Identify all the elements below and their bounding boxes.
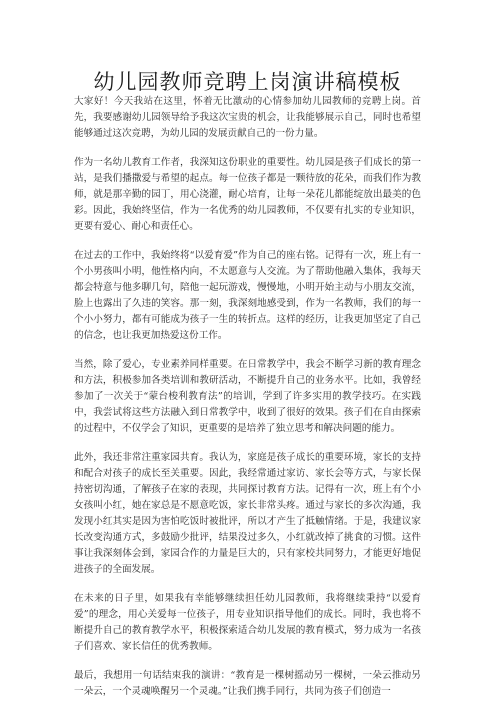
paragraph-home-school: 此外，我还非常注重家园共育。我认为，家庭是孩子成长的重要环境，家长的支持和配合对孩子的成长至关重要。因此，我经常通过家访、家长会等方式，与家长保持密切沟通，了解孩子在家的表现，共同探讨教育方法。记得有一次，班上有个小女孩叫小红，她在家总是不愿意吃饭，家长非常头疼。通过与家长的多次沟通，我发现小红其实是因为害怕吃饭时被批评，所以才产生了抵触情绪。于是，我建议家长改变沟通方式，多鼓励少批评，结果没过多久，小红就改掉了挑食的习惯。这件事让我深刻体会到，家园合作的力量是巨大的，只有家校共同努力，才能更好地促进孩子的全面发展。 [74,452,421,575]
document-title: 幼儿园教师竞聘上岗演讲稿模板 [93,70,402,94]
paragraph-greeting: 大家好！今天我站在这里，怀着无比激动的心情参加幼儿园教师的竞聘上岗。首先，我要感谢幼儿园领导给予我这次宝贵的机会，让我能够展示自己，同时也希望能够通过这次竞聘，为幼儿园的发展贡献自己的一份力量。 [74,96,421,139]
paragraph-future: 在未来的日子里，如果我有幸能够继续担任幼儿园教师，我将继续秉持“以爱育爱”的理念，用心关爱每一位孩子，用专业知识指导他们的成长。同时，我也将不断提升自己的教育教学水平，积极探索适合幼儿发展的教育模式，努力成为一名孩子们喜欢、家长信任的优秀教师。 [74,593,421,652]
paragraph-experience: 在过去的工作中，我始终将“以爱育爱”作为自己的座右铭。记得有一次，班上有一个小男孩叫小明，他性格内向，不太愿意与人交流。为了帮助他融入集体，我每天都会特意与他多聊几句，陪他一起玩游戏，慢慢地，小明开始主动与小朋友交流，脸上也露出了久违的笑容。那一刻，我深刻地感受到，作为一名教师，我们的每一个小小努力，都有可能成为孩子一生的转折点。这样的经历，让我更加坚定了自己的信念，也让我更加热爱这份工作。 [74,250,421,341]
paragraph-profession: 作为一名幼儿教育工作者，我深知这份职业的重要性。幼儿园是孩子们成长的第一站，是我们播撒爱与希望的起点。每一位孩子都是一颗待放的花朵，而我们作为教师，就是那辛勤的园丁，用心浇灌，耐心培育，让每一朵花儿都能绽放出最美的色彩。因此，我始终坚信，作为一名优秀的幼儿园教师，不仅要有扎实的专业知识，更要有爱心、耐心和责任心。 [74,157,421,232]
paragraph-closing: 最后，我想用一句话结束我的演讲：“教育是一棵树摇动另一棵树，一朵云推动另一朵云，一个灵魂唤醒另一个灵魂。”让我们携手同行，共同为孩子们创造一 [74,670,421,697]
paragraph-professional-skills: 当然，除了爱心，专业素养同样重要。在日常教学中，我会不断学习新的教育理念和方法，积极参加各类培训和教研活动，不断提升自己的业务水平。比如，我曾经参加了一次关于“蒙台梭利教育法”的培训，学到了许多实用的教学技巧。在实践中，我尝试将这些方法融入到日常教学中，收到了很好的效果。孩子们在自由探索的过程中，不仅学会了知识，更重要的是培养了独立思考和解决问题的能力。 [74,359,421,434]
